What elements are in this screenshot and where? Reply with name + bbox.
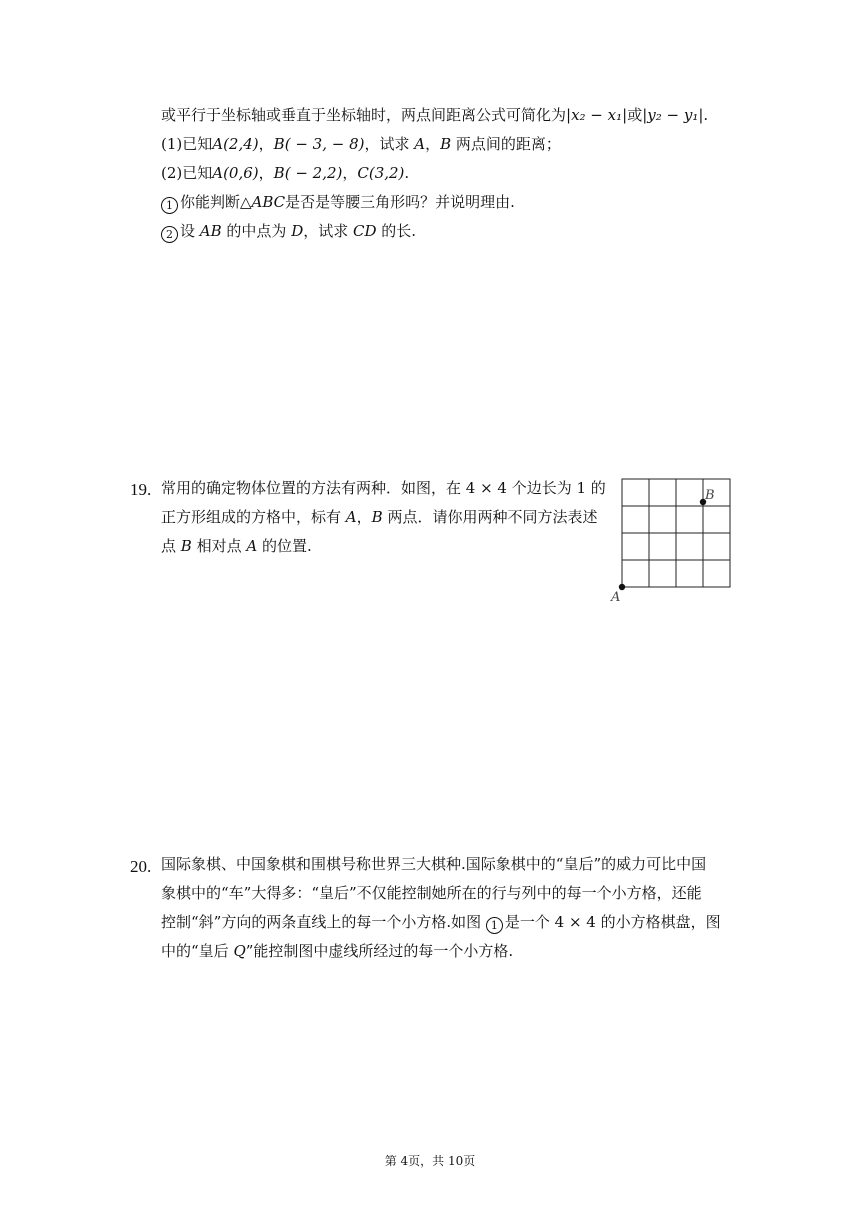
q18-line-3: (2)已知A(0,6)，B( − 2,2)，C(3,2). [161,164,410,182]
question-20-text [161,850,721,966]
question-19-text [161,474,606,561]
q18-line-5: 2 设 AB 的中点为 D，试求 CD 的长. [161,217,708,246]
question-19-number: 19. [130,480,152,499]
q20-line-1: 国际象棋、中国象棋和围棋号称世界三大棋种.国际象棋中的“皇后”的威力可比中国 [161,855,707,873]
q18-line-4: 1 你能判断△ABC是否是等腰三角形吗？并说明理由. [161,188,708,217]
question-20-number: 20. [130,857,152,876]
q18-line-1: 或平行于坐标轴或垂直于坐标轴时，两点间距离公式可简化为|x₂ − x₁|或|y₂ − y₁|. [161,106,709,124]
q19-line-2: 正方形组成的方格中，标有 A，B 两点．请你用两种不同方法表述 [161,508,598,526]
page-footer: 第 4页，共 10页 [384,1154,476,1168]
q20-line-3: 控制“斜”方向的两条直线上的每一个小方格.如图 1 是一个 4 × 4 的小方格棋盘，图 [161,913,721,932]
circled-number-1: 1 [486,917,503,934]
circled-number-2: 2 [161,226,178,243]
q20-line-4: 中的“皇后 Q”能控制图中虚线所经过的每一个小方格. [161,942,514,960]
grid-figure [608,476,738,606]
q18-line-2: (1)已知A(2,4)，B( − 3, − 8)，试求 A，B 两点间的距离； [161,135,561,153]
q20-line-2: 象棋中的“车”大得多：“皇后”不仅能控制她所在的行与列中的每一个小方格，还能 [161,884,702,902]
q19-line-1: 常用的确定物体位置的方法有两种．如图，在 4 × 4 个边长为 1 的 [161,479,606,497]
label-a: A [611,590,621,605]
q19-line-3: 点 B 相对点 A 的位置. [161,537,312,555]
label-b: B [705,488,715,503]
q18-continuation [161,101,708,246]
circled-number-1: 1 [161,197,178,214]
